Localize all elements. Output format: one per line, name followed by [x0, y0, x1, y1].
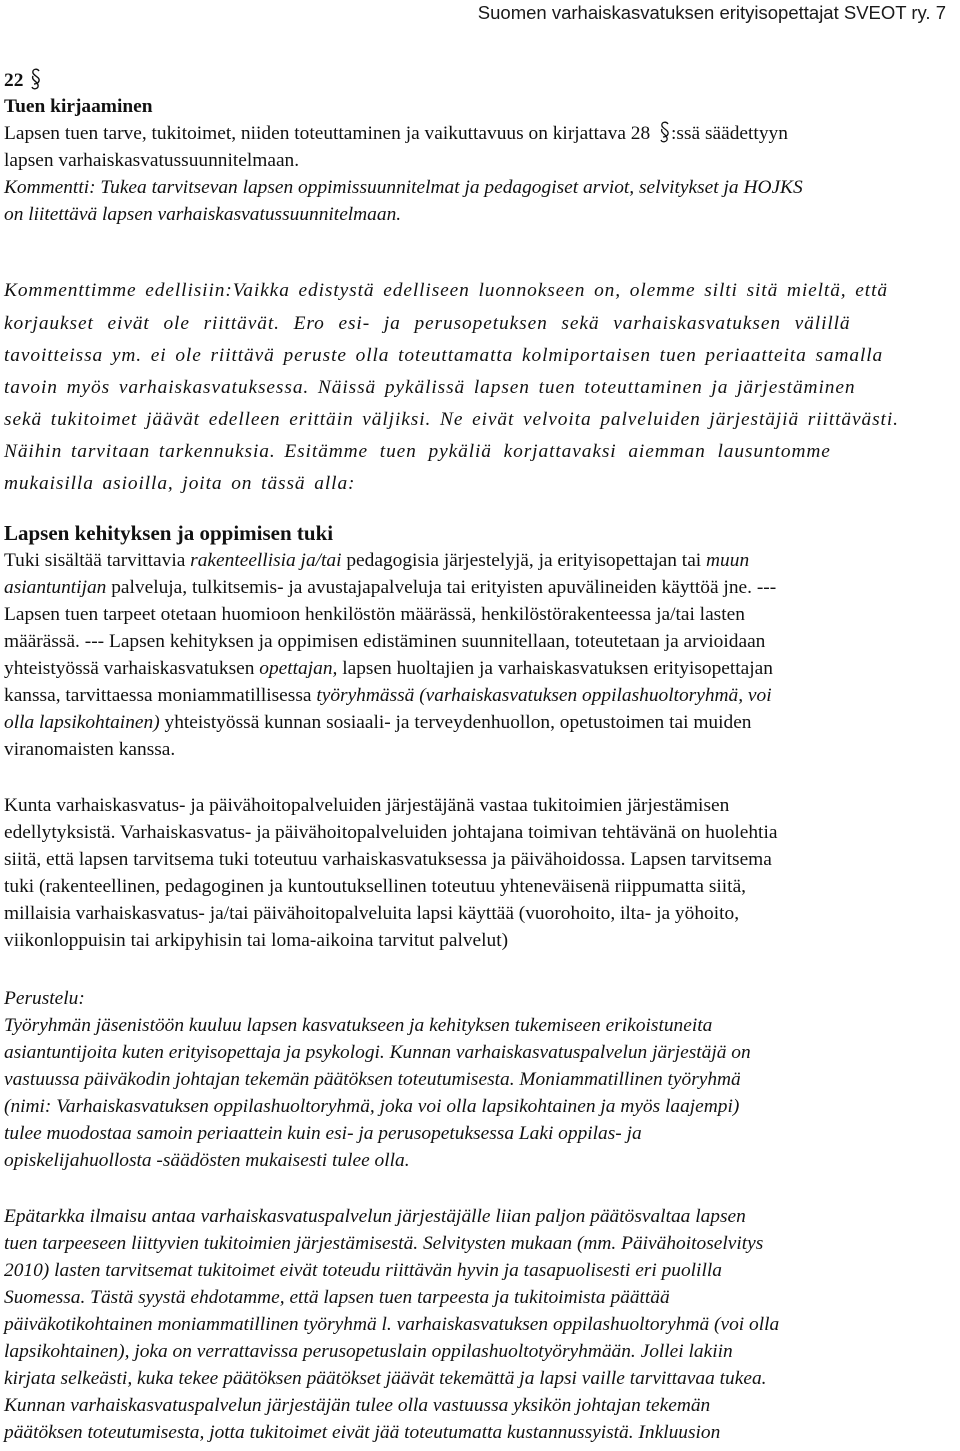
comments-part: Esitämme tuen pykäliä korjattavaksi aiemman lausuntomme — [284, 441, 831, 462]
support-line — [4, 548, 749, 574]
vague-line: päätöksen toteutumisesta, jotta tukitoimet eivät jää toteutumatta kustannussyistä. Inkluusion — [4, 1422, 721, 1443]
support-part: lapsen huoltajien ja varhaiskasvatuksen erityisopettajan — [337, 658, 773, 679]
support-title: Lapsen kehityksen ja oppimisen tuki — [4, 521, 334, 545]
rationale-line: Työryhmän jäsenistöön kuuluu lapsen kasvatukseen ja kehityksen tukemiseen erikoistuneita — [4, 1015, 713, 1036]
support-part: työryhmässä (varhaiskasvatuksen oppilashuoltoryhmä, voi — [316, 685, 772, 706]
support-part: kanssa, tarvittaessa moniammatillisessa — [4, 685, 317, 706]
municipality-line: tuki (rakenteellinen, pedagoginen ja kuntoutuksellinen toteutuu yhteneväisenä riippumatta siitä, — [4, 876, 747, 897]
section-text-line: lapsen varhaiskasvatussuunnitelmaan. — [4, 150, 300, 171]
vague-line: Epätarkka ilmaisu antaa varhaiskasvatuspalvelun järjestäjälle liian paljon päätösvaltaa lapsen — [4, 1206, 746, 1227]
rationale-line: vastuussa päiväkodin johtajan tekemän päätöksen toteutumisesta. Moniammatillinen työryhmä — [4, 1069, 741, 1090]
support-line — [4, 656, 773, 682]
vague-line: Suomessa. Tästä syystä ehdotamme, että lapsen tuen tarpeesta ja tukitoimista päättää — [4, 1287, 670, 1308]
comments-part: Näihin tarvitaan tarkennuksia. — [4, 441, 276, 462]
vague-line: tuen tarpeeseen liittyvien tukitoimien järjestämisestä. Selvitysten mukaan (mm. Päivähoitoselvitys — [4, 1233, 764, 1254]
support-line: Lapsen tuen tarpeet otetaan huomioon henkilöstön määrässä, henkilöstörakenteessa ja/tai lasten — [4, 604, 745, 625]
municipality-line: viikonloppuisin tai arkipyhisin tai loma-aikoina tarvitut palvelut) — [4, 930, 509, 951]
vague-line: Kunnan varhaiskasvatuspalvelun järjestäjän tulee olla vastuussa yksikön johtajan tekemän — [4, 1395, 711, 1416]
rationale-line: asiantuntijoita kuten erityisopettaja ja psykologi. Kunnan varhaiskasvatuspalvelun järjestäjä on — [4, 1042, 751, 1063]
comment-line: Kommentti: Tukea tarvitsevan lapsen oppimissuunnitelmat ja pedagogiset arviot, selvitykset ja HOJKS — [4, 177, 803, 198]
support-part: Tuki sisältää tarvittavia — [4, 550, 191, 571]
support-part: muun — [706, 550, 750, 571]
vague-line: 2010) lasten tarvitsemat tukitoimet eivät toteudu riittävän hyvin ja tasapuolisesti eri puolilla — [4, 1260, 722, 1281]
section-sign-icon — [30, 68, 42, 90]
support-line — [4, 683, 772, 709]
support-line: määrässä. --- Lapsen kehityksen ja oppimisen edistäminen suunnitellaan, toteutetaan ja arvioidaan — [4, 631, 766, 652]
comments-line: tavoin myös varhaiskasvatuksessa. Näissä pykälissä lapsen tuen toteuttaminen ja järjestäminen — [4, 377, 856, 398]
comments-line: korjaukset eivät ole riittävät. Ero esi- ja perusopetuksen sekä varhaiskasvatuksen välillä — [4, 313, 851, 334]
comment-line: on liitettävä lapsen varhaiskasvatussuunnitelmaan. — [4, 204, 402, 225]
vague-line: lapsikohtainen), joka on verrattavissa perusopetuslain oppilashuoltotyöryhmään. Jollei lakiin — [4, 1341, 733, 1362]
comments-line: Kommenttimme edellisiin:Vaikka edistystä edelliseen luonnokseen on, olemme silti sitä mieltä, että — [4, 280, 888, 301]
municipality-line: siitä, että lapsen tarvitsema tuki toteutuu varhaiskasvatuksessa ja päivähoidossa. Lapsen tarvitsema — [4, 849, 772, 870]
support-part: yhteistyössä kunnan sosiaali- ja terveydenhuollon, opetustoimen tai muiden — [159, 712, 752, 733]
section-text-part: :ssä säädettyyn — [671, 123, 788, 144]
rationale-line: opiskelijahuollosta -säädösten mukaisesti tulee olla. — [4, 1150, 410, 1171]
support-line — [4, 710, 752, 736]
support-line — [4, 575, 776, 601]
rationale-heading: Perustelu: — [4, 988, 85, 1009]
support-part: olla lapsikohtainen) — [4, 712, 160, 733]
rationale-line: tulee muodostaa samoin periaattein kuin esi- ja perusopetuksessa Laki oppilas- ja — [4, 1123, 642, 1144]
support-part: palveluja, tulkitsemis- ja avustajapalveluja tai erityisten apuvälineiden käyttöä jne. --- — [106, 577, 777, 598]
support-part: pedagogisia järjestelyjä, ja erityisopettajan tai — [341, 550, 707, 571]
comments-line: mukaisilla asioilla, joita on tässä alla: — [4, 473, 356, 494]
rationale-line: (nimi: Varhaiskasvatuksen oppilashuoltoryhmä, joka voi olla lapsikohtainen ja myös laajempi) — [4, 1096, 740, 1117]
comments-line: sekä tukitoimet jäävät edelleen erittäin väljiksi. Ne eivät velvoita palveluiden järjestäjiä riittävästi. — [4, 409, 899, 430]
comments-line: tavoitteissa ym. ei ole riittävä peruste olla toteuttamatta kolmiportaisen tuen periaatteita samalla — [4, 345, 884, 366]
support-part: asiantuntijan — [4, 577, 107, 598]
section-text-part: Lapsen tuen tarve, tukitoimet, niiden toteuttaminen ja vaikuttavuus on kirjattava 28 — [4, 123, 651, 144]
comments-line — [4, 439, 831, 465]
support-part: yhteistyössä varhaiskasvatuksen — [4, 658, 260, 679]
support-part: rakenteellisia ja/tai — [190, 550, 342, 571]
municipality-line: edellytyksistä. Varhaiskasvatus- ja päivähoitopalveluiden johtajana toimivan tehtävänä on huolehtia — [4, 822, 778, 843]
support-line: viranomaisten kanssa. — [4, 739, 176, 760]
section-number — [4, 68, 42, 94]
section-number-value: 22 — [4, 70, 24, 91]
section-text-line — [4, 121, 788, 147]
vague-line: päiväkotikohtainen moniammatillinen työryhmä l. varhaiskasvatuksen oppilashuoltoryhmä (voi olla — [4, 1314, 780, 1335]
page-header: Suomen varhaiskasvatuksen erityisopettajat SVEOT ry. 7 — [477, 2, 946, 23]
section-sign-icon — [659, 121, 671, 143]
municipality-line: Kunta varhaiskasvatus- ja päivähoitopalveluiden järjestäjänä vastaa tukitoimien järjestämisen — [4, 795, 730, 816]
support-part: opettajan, — [259, 658, 338, 679]
vague-line: kirjata selkeästi, kuka tekee päätöksen päätökset jäävät tekemättä ja lapsi vaille tarvittavaa tukea. — [4, 1368, 767, 1389]
section-title: Tuen kirjaaminen — [4, 96, 153, 117]
municipality-line: millaisia varhaiskasvatus- ja/tai päivähoitopalveluita lapsi käyttää (vuorohoito, ilta- ja yöhoito, — [4, 903, 740, 924]
